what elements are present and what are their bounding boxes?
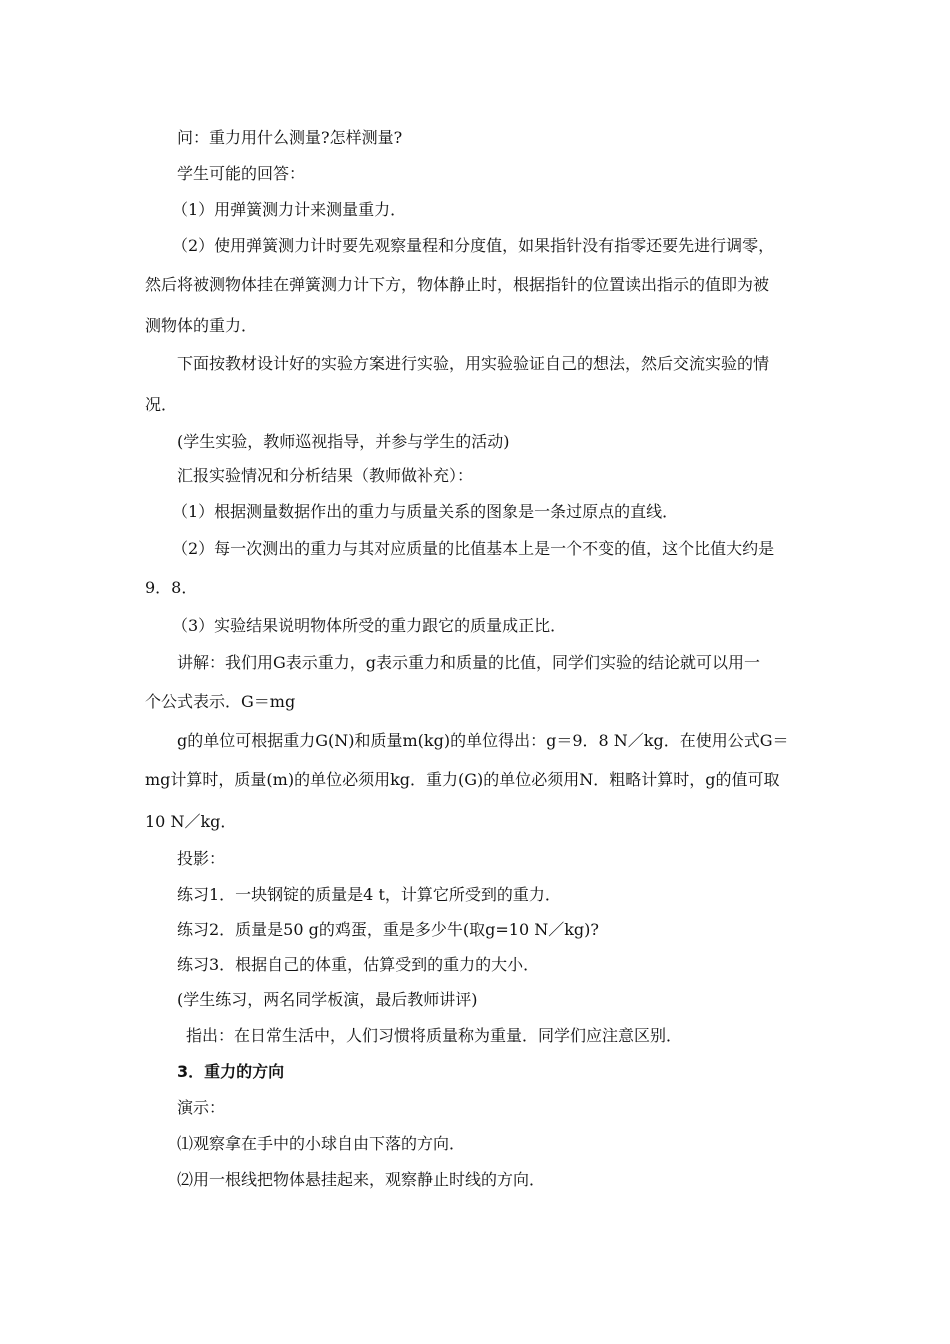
result-item-3: （3）实验结果说明物体所受的重力跟它的质量成正比． xyxy=(172,616,567,635)
demo-item-1: ⑴观察拿在手中的小球自由下落的方向． xyxy=(177,1134,466,1153)
unit-paragraph-cont: mg计算时，质量(m)的单位必须用kg．重力(G)的单位必须用N．粗略计算时，g的值可取 xyxy=(145,770,780,789)
result-item-1: （1）根据测量数据作出的重力与质量关系的图象是一条过原点的直线． xyxy=(172,502,679,521)
question-line: 问：重力用什么测量?怎样测量? xyxy=(177,128,403,147)
answer-item-2-end: 测物体的重力． xyxy=(145,316,258,335)
demo-label: 演示： xyxy=(177,1098,226,1117)
explanation-line: 讲解：我们用G表示重力，g表示重力和质量的比值，同学们实验的结论就可以用一 xyxy=(177,653,761,672)
experiment-paragraph: 下面按教材设计好的实验方案进行实验，用实验验证自己的想法，然后交流实验的情 xyxy=(177,354,770,373)
exercise-2: 练习2．质量是50 g的鸡蛋，重是多少牛(取g=10 N／kg)? xyxy=(177,920,599,939)
result-item-2-end: 9．8． xyxy=(145,578,198,597)
report-heading: 汇报实验情况和分析结果（教师做补充）： xyxy=(177,466,474,485)
student-answer-intro: 学生可能的回答： xyxy=(177,164,306,183)
experiment-paragraph-end: 况． xyxy=(145,395,178,414)
section-heading: 3．重力的方向 xyxy=(177,1062,285,1081)
result-item-2: （2）每一次测出的重力与其对应质量的比值基本上是一个不变的值，这个比值大约是 xyxy=(172,539,775,558)
answer-item-1: （1）用弹簧测力计来测量重力． xyxy=(172,200,407,219)
demo-item-2: ⑵用一根线把物体悬挂起来，观察静止时线的方向． xyxy=(177,1170,546,1189)
answer-item-2-cont: 然后将被测物体挂在弹簧测力计下方，物体静止时，根据指针的位置读出指示的值即为被 xyxy=(145,275,770,294)
unit-paragraph: g的单位可根据重力G(N)和质量m(kg)的单位得出：g＝9．8 N／kg．在使用公式G＝ xyxy=(177,731,789,750)
exercise-3: 练习3．根据自己的体重，估算受到的重力的大小． xyxy=(177,955,540,974)
projection-label: 投影： xyxy=(177,849,226,868)
practice-note: (学生练习，两名同学板演，最后教师讲评) xyxy=(177,990,478,1009)
formula-line: 个公式表示．G＝mg xyxy=(145,692,296,711)
note-line: 指出：在日常生活中，人们习惯将质量称为重量．同学们应注意区别． xyxy=(186,1026,683,1045)
activity-note: (学生实验，教师巡视指导，并参与学生的活动) xyxy=(177,432,510,451)
answer-item-2: （2）使用弹簧测力计时要先观察量程和分度值，如果指针没有指零还要先进行调零， xyxy=(172,236,775,255)
exercise-1: 练习1．一块钢锭的质量是4 t，计算它所受到的重力． xyxy=(177,885,561,904)
unit-paragraph-end: 10 N／kg． xyxy=(145,812,237,831)
